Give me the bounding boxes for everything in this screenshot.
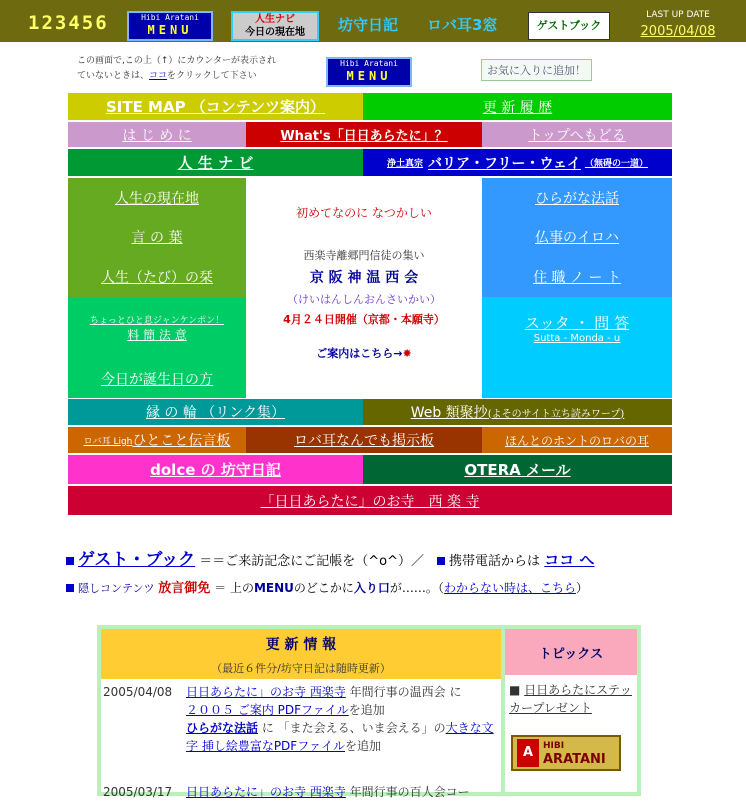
notice-catch: 初めてなのに なつかしい [296, 206, 432, 220]
update-entry [101, 783, 501, 803]
mobile-label: 携帯電話からは [449, 554, 541, 569]
guestbook-link[interactable]: ゲスト・ブック [78, 550, 196, 570]
light-link[interactable] [68, 427, 246, 453]
hidden-desc2: のどこかに [293, 581, 354, 595]
topic-item [505, 675, 637, 723]
sutta-link[interactable] [482, 297, 672, 359]
notice-date: 4月２４日開催（京都・本願寺） [283, 313, 445, 326]
notice-gathering: 西楽寺離郷門信徒の集い [303, 249, 425, 262]
saiku-link[interactable]: 「日日あらたに」のお寺 西 楽 寺 [68, 486, 672, 515]
notice-reading: （けいはんしんおんさいかい） [287, 293, 441, 306]
visitor-counter: 123456 [28, 12, 109, 34]
web-sub-label: (よそのサイト立ち読みワープ) [487, 408, 625, 420]
janken-line2: 料 簡 法 意 [127, 328, 187, 342]
board-link[interactable]: ロバ耳なんでも掲示板 [246, 427, 482, 453]
guide-label: ご案内はこちら→ [316, 347, 403, 360]
entry-desc3: に 「また会える、いま会える」の [258, 721, 446, 735]
header-bar [0, 0, 746, 42]
top-link[interactable]: トップへもどる [482, 122, 672, 147]
web-link[interactable] [363, 399, 672, 425]
menu-button-2[interactable] [326, 57, 412, 87]
sutta-label: スッタ ・ 問 答 [524, 314, 630, 332]
sticker-link[interactable]: 日日あらたにステッカープレゼント [509, 683, 632, 715]
navi-top-label: 人生ナビ [255, 14, 295, 25]
entry-date: 2005/03/17 [103, 785, 173, 799]
otera-link[interactable]: OTERA メール [363, 455, 672, 484]
janken-line1: ちょっとひと息ジャンケンポン！ [89, 316, 225, 326]
info-line2b: をクリックして下さい [167, 71, 257, 81]
last-update-date[interactable]: 2005/04/08 [640, 24, 716, 39]
hidden-entrance-word: 入り口 [353, 581, 390, 595]
hajime-link[interactable]: は じ め に [68, 122, 246, 147]
honto-link[interactable]: ほんとのホントのロバの耳 [482, 427, 672, 453]
entry-desc1: 年間行事の温西会 に [345, 685, 462, 699]
janken-link[interactable] [68, 297, 246, 359]
light-label: ひとこと伝言板 [132, 433, 231, 449]
hidden-desc3: が……。（ [389, 581, 444, 595]
entry-text [186, 783, 496, 801]
sticker-small-text: HIBI [543, 741, 565, 751]
unknown-link[interactable]: わからない時は、こちら [443, 581, 576, 595]
menu-big-label: MENU [147, 23, 193, 37]
navi-bottom-label: 今日の現在地 [245, 27, 305, 38]
hidden-desc1: ＝ 上の [214, 581, 254, 595]
blank-cell [482, 359, 672, 398]
menu-small-label-2: Hibi Aratani [340, 59, 398, 68]
sticker-big-text: ARATANI [543, 752, 606, 767]
mobile-link[interactable]: ココ へ [544, 551, 595, 569]
topics-panel [501, 625, 641, 796]
entry-desc2: を追加 [348, 703, 385, 717]
counter-info [77, 54, 276, 84]
guestbook-desc: ＝＝ご来訪記念にご記帳を（^o^）／ [199, 554, 425, 569]
guestbook-button[interactable]: ゲストブック [528, 12, 610, 40]
menu-big-label-2: MENU [346, 69, 392, 83]
sutta-sub-label: Sutta - Monda - u [533, 333, 621, 344]
menu-button[interactable] [127, 11, 213, 41]
barrier-sub-label: （無碍の一道） [584, 159, 648, 169]
update-header [101, 629, 501, 679]
entry-desc4: を追加 [344, 739, 381, 753]
kotonoha-link[interactable]: 言 の 葉 [68, 217, 246, 257]
history-link[interactable]: 更 新 履 歴 [363, 93, 672, 120]
roba-mimi-link[interactable]: ロバ耳3窓 [427, 16, 498, 34]
notice-title: 京 阪 神 温 西 会 [309, 270, 419, 286]
sticker-image[interactable] [511, 735, 621, 771]
here-link[interactable]: ココ [149, 71, 168, 81]
dolce-link[interactable]: dolce の 坊守日記 [68, 455, 363, 484]
jinsei-navi-button[interactable] [231, 11, 319, 41]
sticker-logo-icon: A [517, 739, 539, 767]
hiragana-entry-link[interactable]: ひらがな法話 [186, 721, 259, 735]
add-favorite-button[interactable]: お気に入りに追加！ [481, 59, 592, 81]
saiku-entry-link[interactable]: 日日あらたに」のお寺 西楽寺 [186, 785, 346, 799]
entry-text [186, 683, 496, 755]
pdf-link[interactable]: ２００５ ご案内 PDFファイル [186, 703, 349, 717]
update-subtitle: （最近６件分/坊守日記は随時更新） [211, 662, 391, 675]
square-bullet-icon-3 [66, 584, 74, 592]
genzai-link[interactable]: 人生の現在地 [68, 178, 246, 217]
iroha-link[interactable]: 仏事のイロハ [482, 217, 672, 257]
note-link[interactable]: 住 職 ノ ー ト [482, 257, 672, 297]
entry-desc1: 年間行事の百人会コー [345, 785, 470, 799]
big-pdf-link[interactable]: 大きな文字 挿し絵豊富なPDFファイル [186, 721, 494, 753]
bozu-diary-link[interactable]: 坊守日記 [338, 16, 399, 34]
square-bullet-icon [66, 557, 74, 565]
en-link[interactable]: 縁 の 輪 （リンク集） [68, 399, 363, 425]
update-entry [101, 683, 501, 783]
last-update-label: LAST UP DATE [646, 10, 710, 20]
site-map-link[interactable]: SITE MAP （コンテンツ案内） [68, 93, 363, 120]
last-update [628, 10, 728, 39]
square-bullet-icon-4: ■ [509, 683, 521, 697]
web-label: Web 類聚抄 [410, 405, 488, 421]
entry-date: 2005/04/08 [103, 685, 173, 699]
sub-links [66, 545, 594, 596]
onsaikai-notice [246, 178, 482, 398]
light-prefix: ロバ耳 Ligh [83, 436, 133, 447]
saiku-entry-link[interactable]: 日日あらたに」のお寺 西楽寺 [186, 685, 346, 699]
hogen-label: 放言御免 [158, 581, 211, 596]
whats-link[interactable]: What's「日日あらたに」？ [246, 122, 482, 147]
notice-guide-link[interactable] [246, 345, 482, 361]
birthday-link[interactable]: 今日が誕生日の方 [68, 359, 246, 398]
jodo-label: 浄土真宗 [387, 159, 424, 169]
barrier-label: バリア・フリー・ウェイ [428, 155, 581, 172]
hidden-close: ） [575, 581, 588, 595]
maple-icon: ✸ [402, 347, 412, 360]
info-line2: ていないときは、 [77, 71, 150, 81]
menu-small-label: Hibi Aratani [141, 13, 199, 22]
barrier-link[interactable] [363, 149, 672, 176]
update-info-panel [97, 625, 501, 799]
update-title: 更 新 情 報 [265, 637, 337, 653]
navi-link[interactable]: 人 生 ナ ビ [68, 149, 363, 176]
shiori-link[interactable]: 人生（たび）の栞 [68, 257, 246, 297]
square-bullet-icon-2 [437, 557, 445, 565]
info-line1: この画面で,この上（↑）にカウンターが表示され [77, 56, 277, 66]
topics-title: トピックス [505, 629, 637, 675]
hiragana-link[interactable]: ひらがな法話 [482, 178, 672, 217]
hidden-menu-word: MENU [253, 581, 294, 595]
hidden-label: 隠しコンテンツ [78, 582, 155, 595]
